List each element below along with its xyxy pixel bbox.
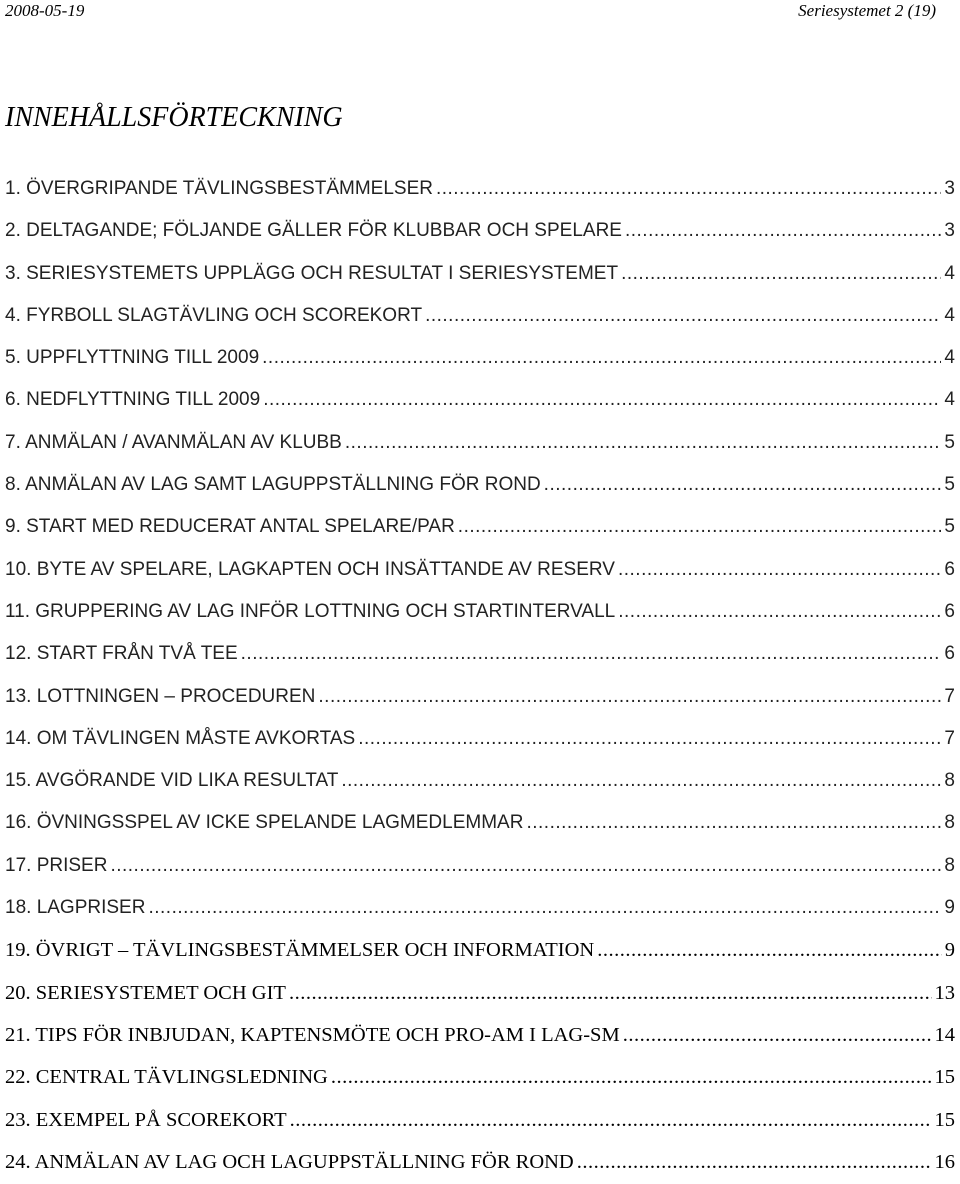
toc-entry-title: 12. START FRÅN TVÅ TEE	[5, 643, 238, 665]
toc-entry[interactable]	[5, 379, 955, 421]
toc-entry[interactable]	[5, 1141, 955, 1183]
toc-entry[interactable]	[5, 802, 955, 844]
dot-leader	[358, 718, 941, 760]
toc-entry[interactable]	[5, 210, 955, 252]
toc-entry[interactable]	[5, 929, 955, 971]
toc-entry-title: 2. DELTAGANDE; FÖLJANDE GÄLLER FÖR KLUBBAR OCH SPELARE	[5, 220, 622, 242]
toc-entry-page: 6	[944, 643, 955, 665]
dot-leader	[341, 760, 941, 802]
toc-entry-title: 8. ANMÄLAN AV LAG SAMT LAGUPPSTÄLLNING FÖR ROND	[5, 474, 541, 496]
toc-entry-title: 19. ÖVRIGT – TÄVLINGSBESTÄMMELSER OCH INFORMATION	[5, 939, 595, 962]
toc-entry-page: 6	[944, 558, 955, 580]
toc-entry[interactable]	[5, 549, 955, 591]
toc-entry-page: 4	[944, 389, 955, 411]
toc-entry[interactable]	[5, 676, 955, 718]
dot-leader	[262, 337, 941, 379]
dot-leader	[241, 633, 942, 675]
toc-entry-title: 13. LOTTNINGEN – PROCEDUREN	[5, 685, 316, 707]
dot-leader	[318, 676, 941, 718]
toc-entry[interactable]	[5, 506, 955, 548]
dot-leader	[544, 464, 942, 506]
toc-entry-page: 6	[944, 600, 955, 622]
toc-entry-title: 14. OM TÄVLINGEN MÅSTE AVKORTAS	[5, 727, 356, 749]
toc-entry-title: 6. NEDFLYTTNING TILL 2009	[5, 389, 261, 411]
dot-leader	[458, 506, 942, 548]
toc-entry-page: 4	[944, 347, 955, 369]
toc-entry-page: 8	[944, 854, 955, 876]
toc-entry-page: 8	[944, 812, 955, 834]
toc-entry-title: 9. START MED REDUCERAT ANTAL SPELARE/PAR	[5, 516, 455, 538]
dot-leader	[263, 379, 941, 421]
dot-leader	[577, 1141, 932, 1183]
toc-entry[interactable]	[5, 1099, 955, 1141]
dot-leader	[625, 210, 941, 252]
dot-leader	[436, 168, 941, 210]
toc-entry-title: 15. AVGÖRANDE VID LIKA RESULTAT	[5, 770, 339, 792]
dot-leader	[621, 253, 941, 295]
header-date: 2008-05-19	[5, 1, 85, 20]
toc-entry[interactable]	[5, 887, 955, 929]
toc-entry-title: 1. ÖVERGRIPANDE TÄVLINGSBESTÄMMELSER	[5, 178, 433, 199]
toc-entry-page: 9	[944, 897, 955, 919]
toc-entry[interactable]	[5, 168, 955, 210]
dot-leader	[148, 887, 941, 929]
dot-leader	[623, 1014, 932, 1056]
toc-entry-page: 15	[934, 1066, 955, 1089]
toc-entry[interactable]	[5, 591, 955, 633]
dot-leader	[331, 1056, 932, 1098]
toc-entry-title: 5. UPPFLYTTNING TILL 2009	[5, 347, 260, 369]
toc-entry-title: 7. ANMÄLAN / AVANMÄLAN AV KLUBB	[5, 431, 342, 453]
dot-leader	[289, 972, 932, 1014]
toc-entry-page: 15	[934, 1108, 955, 1131]
toc-entry-page: 3	[944, 220, 955, 242]
toc-entry-page: 7	[944, 727, 955, 749]
dot-leader	[597, 929, 942, 971]
table-of-contents	[5, 168, 955, 1183]
dot-leader	[618, 549, 941, 591]
toc-entry-page: 13	[934, 981, 955, 1004]
toc-entry-title: 20. SERIESYSTEMET OCH GIT	[5, 981, 286, 1004]
toc-entry-page: 16	[934, 1150, 955, 1173]
toc-entry-title: 11. GRUPPERING AV LAG INFÖR LOTTNING OCH STARTINTERVALL	[5, 600, 616, 622]
toc-entry[interactable]	[5, 1056, 955, 1098]
toc-entry[interactable]	[5, 760, 955, 802]
toc-entry-title: 16. ÖVNINGSSPEL AV ICKE SPELANDE LAGMEDLEMMAR	[5, 812, 524, 834]
toc-entry-page: 5	[944, 516, 955, 538]
dot-leader	[110, 845, 941, 887]
toc-entry[interactable]	[5, 1014, 955, 1056]
toc-entry-title: 10. BYTE AV SPELARE, LAGKAPTEN OCH INSÄTTANDE AV RESERV	[5, 558, 615, 580]
toc-entry-title: 24. ANMÄLAN AV LAG OCH LAGUPPSTÄLLNING FÖR ROND	[5, 1150, 574, 1173]
toc-entry-page: 3	[944, 178, 955, 199]
toc-entry-title: 3. SERIESYSTEMETS UPPLÄGG OCH RESULTAT I SERIESYSTEMET	[5, 262, 619, 284]
toc-entry[interactable]	[5, 422, 955, 464]
toc-entry-title: 4. FYRBOLL SLAGTÄVLING OCH SCOREKORT	[5, 304, 423, 326]
toc-entry[interactable]	[5, 845, 955, 887]
toc-entry-page: 5	[944, 474, 955, 496]
toc-entry-title: 22. CENTRAL TÄVLINGSLEDNING	[5, 1066, 328, 1089]
dot-leader	[290, 1099, 932, 1141]
toc-entry-title: 23. EXEMPEL PÅ SCOREKORT	[5, 1108, 287, 1131]
dot-leader	[425, 295, 941, 337]
toc-entry[interactable]	[5, 718, 955, 760]
toc-entry[interactable]	[5, 253, 955, 295]
toc-entry-title: 17. PRISER	[5, 854, 108, 876]
toc-entry[interactable]	[5, 633, 955, 675]
dot-leader	[345, 422, 942, 464]
toc-entry-page: 14	[934, 1023, 955, 1046]
header-document-reference: Seriesystemet 2 (19)	[798, 1, 936, 20]
dot-leader	[618, 591, 941, 633]
dot-leader	[526, 802, 941, 844]
toc-entry-page: 7	[944, 685, 955, 707]
toc-entry-title: 21. TIPS FÖR INBJUDAN, KAPTENSMÖTE OCH PRO-AM I LAG-SM	[5, 1023, 620, 1046]
toc-entry-page: 4	[944, 304, 955, 326]
toc-entry-page: 5	[944, 431, 955, 453]
toc-entry-title: 18. LAGPRISER	[5, 897, 146, 919]
toc-entry[interactable]	[5, 464, 955, 506]
toc-entry[interactable]	[5, 972, 955, 1014]
toc-entry[interactable]	[5, 337, 955, 379]
toc-entry-page: 8	[944, 770, 955, 792]
toc-entry-page: 9	[944, 939, 955, 962]
toc-entry-page: 4	[944, 262, 955, 284]
toc-heading: INNEHÅLLSFÖRTECKNING	[5, 102, 343, 133]
toc-entry[interactable]	[5, 295, 955, 337]
